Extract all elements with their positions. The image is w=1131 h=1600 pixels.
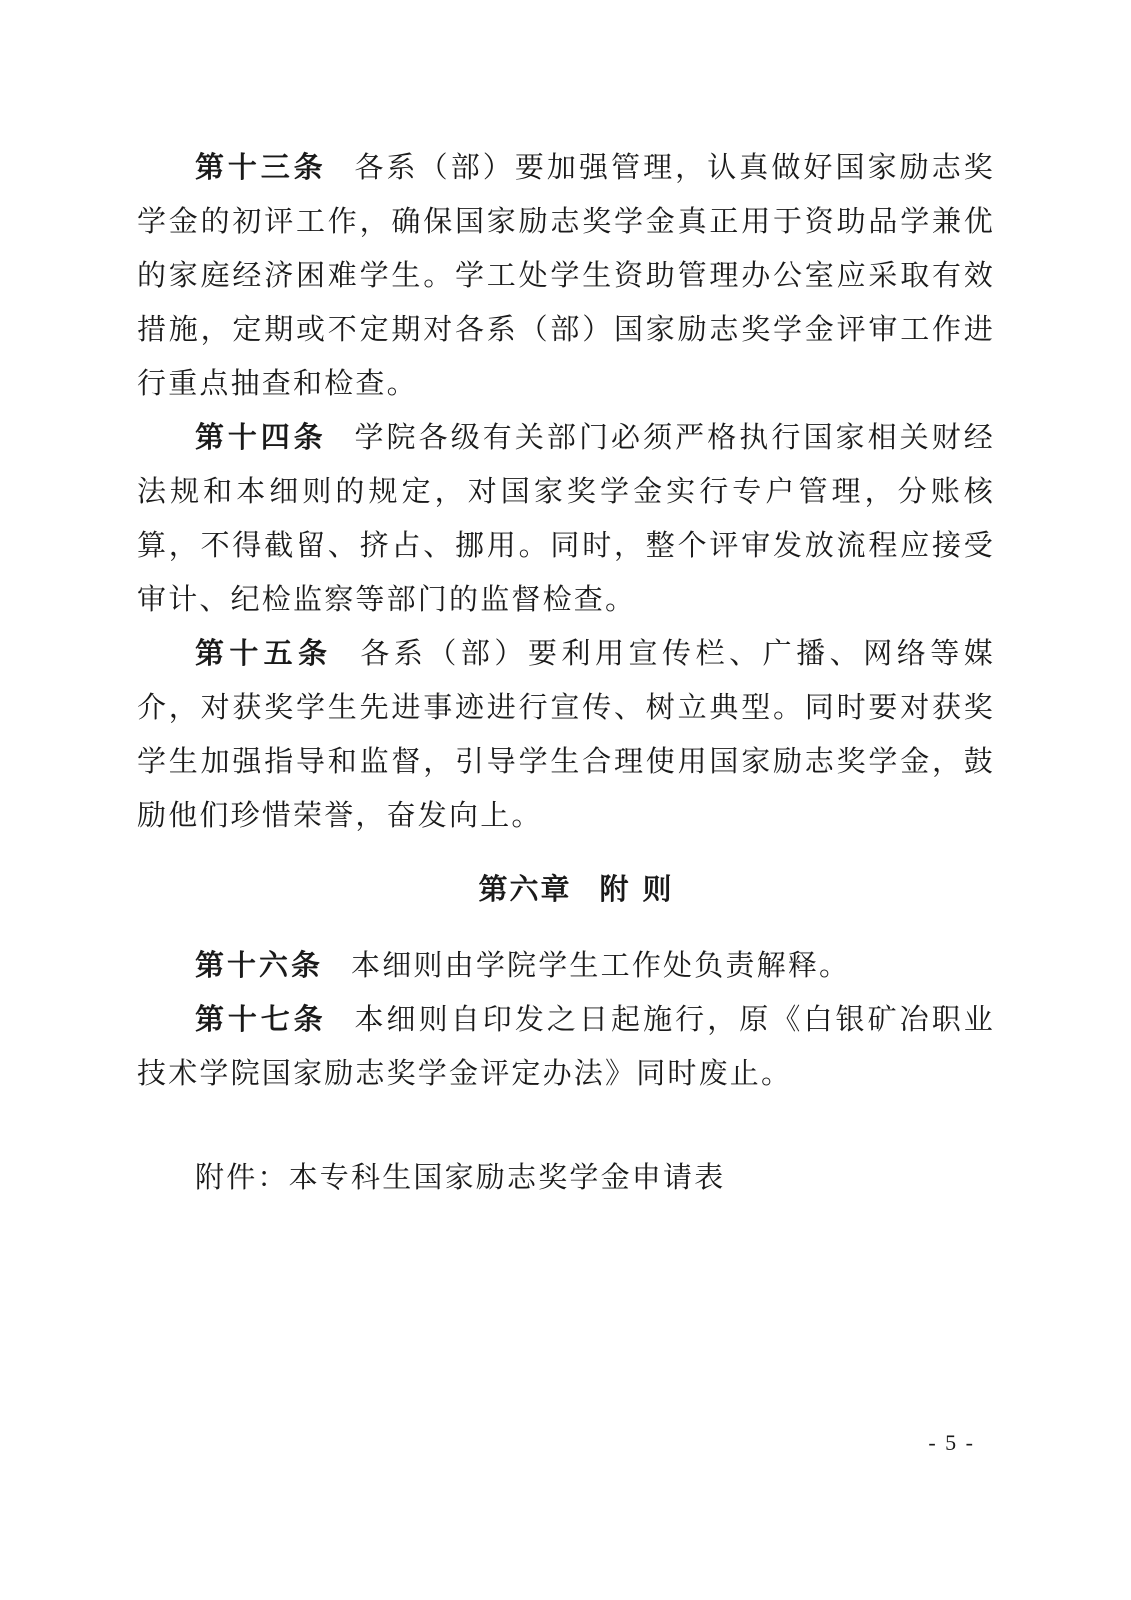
article-number: 第十四条 [195, 420, 327, 454]
article-17 [137, 992, 995, 1100]
article-number: 第十三条 [195, 150, 327, 184]
article-text: 本细则由学院学生工作处负责解释。 [351, 948, 851, 982]
chapter-heading [137, 862, 995, 916]
article-text: 学院各级有关部门必须严格执行国家相关财经法规和本细则的规定，对国家奖学金实行专户管理，分账核算，不得截留、挤占、挪用。同时，整个评审发放流程应接受审计、纪检监察等部门的监督检查。 [137, 420, 995, 616]
chapter-title: 附 则 [599, 872, 674, 906]
chapter-number: 第六章 [478, 872, 572, 906]
article-16 [137, 938, 995, 992]
article-15 [137, 626, 995, 842]
article-text: 本细则自印发之日起施行，原《白银矿冶职业技术学院国家励志奖学金评定办法》同时废止。 [137, 1002, 995, 1090]
article-number: 第十六条 [195, 948, 324, 982]
article-text: 各系（部）要利用宣传栏、广播、网络等媒介，对获奖学生先进事迹进行宣传、树立典型。同时要对获奖学生加强指导和监督，引导学生合理使用国家励志奖学金，鼓励他们珍惜荣誉，奋发向上。 [137, 636, 995, 832]
article-13 [137, 140, 995, 410]
article-14 [137, 410, 995, 626]
page-number: - 5 - [928, 1430, 975, 1455]
document-body [137, 140, 995, 1204]
article-number: 第十五条 [195, 636, 333, 670]
article-text: 各系（部）要加强管理，认真做好国家励志奖学金的初评工作，确保国家励志奖学金真正用于资助品学兼优的家庭经济困难学生。学工处学生资助管理办公室应采取有效措施，定期或不定期对各系（部）国家励志奖学金评审工作进行重点抽查和检查。 [137, 150, 995, 400]
attachment-note: 附件：本专科生国家励志奖学金申请表 [195, 1160, 726, 1194]
article-number: 第十七条 [195, 1002, 327, 1036]
